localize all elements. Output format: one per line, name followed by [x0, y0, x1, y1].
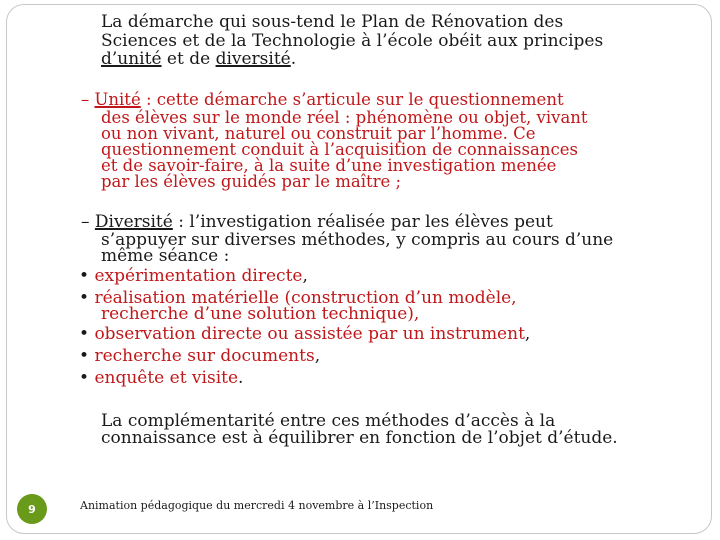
- conclusion-line-2: connaissance est à équilibrer en fonction de l’objet d’étude.: [101, 428, 618, 448]
- bullet-suffix: ,: [302, 266, 308, 286]
- bullet-item: [79, 326, 530, 343]
- diversite-dash: –: [81, 212, 95, 232]
- bullet-text: expérimentation directe: [94, 266, 303, 286]
- unite-term: Unité: [94, 90, 141, 109]
- intro-unite-term: d’unité: [101, 49, 162, 69]
- unite-line-1-rest: : cette démarche s’articule sur le questionnement: [140, 90, 564, 109]
- unite-line-5: et de savoir-faire, à la suite d’une investigation menée: [101, 156, 557, 175]
- bullet-item: [79, 268, 308, 285]
- intro-line-1: La démarche qui sous-tend le Plan de Rénovation des: [101, 12, 564, 32]
- bullet-marker: •: [79, 368, 90, 388]
- intro-period: .: [290, 49, 297, 69]
- bullet-item: [79, 348, 320, 365]
- footer-text: Animation pédagogique du mercredi 4 novembre à l’Inspection: [80, 499, 434, 512]
- bullet-text: réalisation matérielle (construction d’un modèle,: [94, 288, 517, 308]
- unite-line-6: par les élèves guidés par le maître ;: [101, 172, 402, 191]
- unite-line-2: des élèves sur le monde réel : phénomène ou objet, vivant: [101, 108, 588, 127]
- intro-diversite-term: diversité: [215, 49, 291, 69]
- slide-number-badge: 9: [17, 494, 47, 524]
- bullet-marker: •: [79, 324, 90, 344]
- diversite-line-1: [81, 214, 553, 231]
- intro-line-2: Sciences et de la Technologie à l’école obéit aux principes: [101, 31, 604, 51]
- diversite-line-1-rest: : l’investigation réalisée par les élèves peut: [172, 212, 553, 232]
- bullet-item: [79, 370, 243, 387]
- bullet-suffix: ,: [524, 324, 531, 344]
- intro-line-3: [101, 51, 296, 68]
- conclusion-line-1: La complémentarité entre ces méthodes d’accès à la: [101, 411, 556, 431]
- unite-line-1: [81, 92, 564, 109]
- bullet-text: observation directe ou assistée par un instrument: [94, 324, 525, 344]
- bullet-suffix: ,: [314, 346, 321, 366]
- bullet-text: enquête et visite: [94, 368, 239, 388]
- unite-line-3: ou non vivant, naturel ou construit par l’homme. Ce: [101, 124, 536, 143]
- bullet-marker: •: [79, 288, 90, 308]
- diversite-line-2: s’appuyer sur diverses méthodes, y compris au cours d’une: [101, 230, 614, 250]
- intro-et-de: et de: [161, 49, 216, 69]
- unite-dash: –: [81, 90, 95, 109]
- bullet-suffix: .: [238, 368, 244, 388]
- unite-line-4: questionnement conduit à l’acquisition de connaissances: [101, 140, 578, 159]
- bullet-2-continuation: recherche d’une solution technique),: [101, 304, 420, 324]
- bullet-marker: •: [79, 346, 90, 366]
- diversite-term: Diversité: [94, 212, 173, 232]
- diversite-line-3: même séance :: [101, 246, 230, 266]
- bullet-text: recherche sur documents: [94, 346, 315, 366]
- bullet-marker: •: [79, 266, 90, 286]
